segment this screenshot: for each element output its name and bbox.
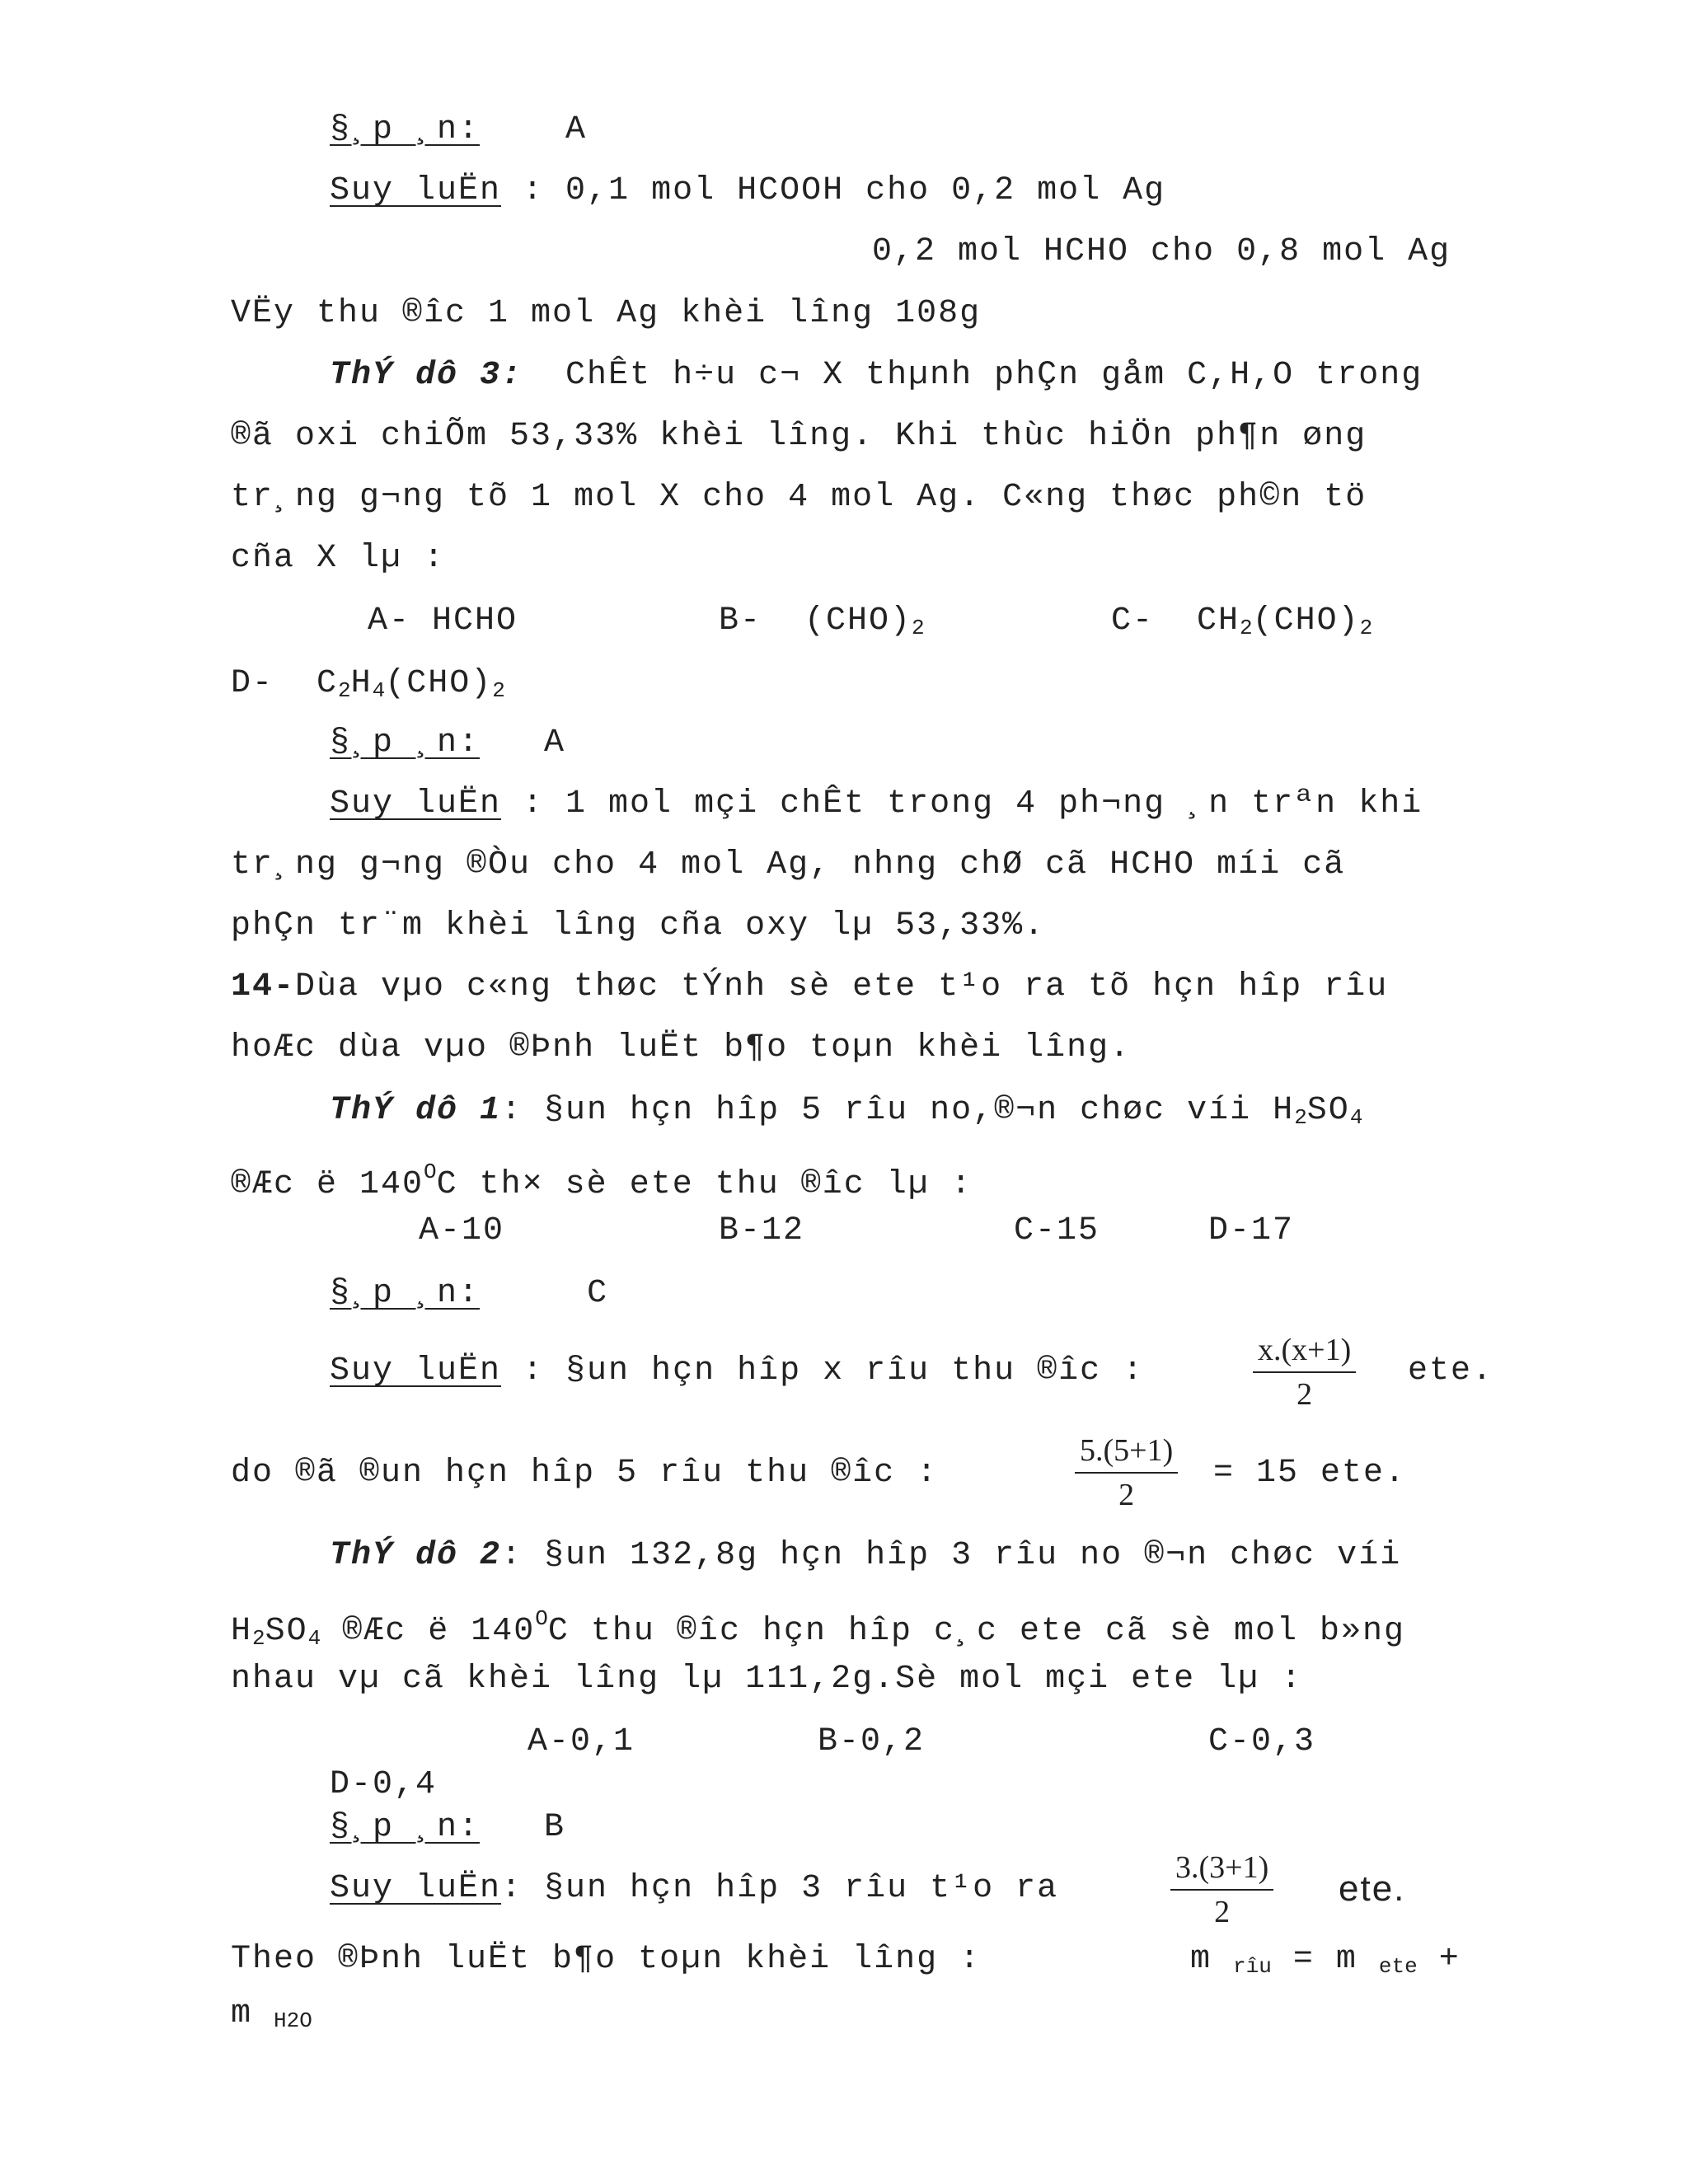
reasoning-continuation: 0,2 mol HCHO cho 0,8 mol Ag xyxy=(872,233,1451,270)
option-c: C-0,3 xyxy=(1208,1723,1316,1760)
mass-equation: m $_{rîu}$ = m $_{ete}$ + xyxy=(1190,1941,1461,1979)
answer-label: §¸p ¸n: xyxy=(330,724,481,762)
text-ete: ete. xyxy=(1408,1352,1494,1390)
answer-value: A xyxy=(565,111,588,148)
paragraph-line: ®Æc ë $140^OC$ th× sè ete thu ®îc lµ : xyxy=(231,1160,973,1203)
paragraph-line: tr¸ng g¬ng tõ 1 mol X cho 4 mol Ag. C«ng thøc ph©n tö xyxy=(231,479,1367,516)
option-b: B-0,2 xyxy=(818,1723,926,1760)
reasoning-line: Suy luËn: §un hçn hîp 3 rîu t¹o ra xyxy=(330,1870,1059,1907)
paragraph-line: ®ã oxi chiÕm 53,33% khèi lîng. Khi thùc hiÖn ph¶n øng xyxy=(231,418,1367,455)
example-2-heading: ThÝ dô 2: §un 132,8g hçn hîp 3 rîu no ®¬n chøc víi xyxy=(330,1537,1402,1574)
option-b: B- $(CHO)_2$ xyxy=(719,602,925,640)
paragraph-line: cña X lµ : xyxy=(231,540,446,577)
text-ete: ete. xyxy=(1339,1868,1406,1909)
paragraph-line: hoÆc dùa vµo ®Þnh luËt b¶o toµn khèi lîng. xyxy=(231,1029,1132,1066)
reasoning-line: Suy luËn : §un hçn hîp x rîu thu ®îc : xyxy=(330,1352,1145,1390)
reasoning-line xyxy=(330,171,1165,211)
option-a: A-10 xyxy=(419,1212,505,1249)
example-text: ChÊt h÷u c¬ X thµnh phÇn gåm C,H,O trong xyxy=(523,357,1423,394)
example-3-heading xyxy=(330,356,1423,396)
answer-label: §¸p ¸n: xyxy=(330,111,481,148)
option-d: D-17 xyxy=(1208,1212,1295,1249)
answer-label: §¸p ¸n: xyxy=(330,1275,481,1312)
paragraph-line: tr¸ng g¬ng ®Òu cho 4 mol Ag, nhng chØ cã HCHO míi cã xyxy=(231,846,1346,883)
section-14-heading: 14-Dùa vµo c«ng thøc tÝnh sè ete t¹o ra tõ hçn hîp rîu xyxy=(231,968,1389,1005)
formula-fraction: $\frac{5.(5+1)}{2}$ xyxy=(1075,1432,1178,1513)
formula-fraction: $\frac{3.(3+1)}{2}$ xyxy=(1170,1849,1273,1930)
paragraph-line: $H_2SO_4$ ®Æc ë $140^OC$ thu ®îc hçn hîp c¸c ete cã sè mol b»ng xyxy=(231,1606,1406,1651)
option-d: D- $C_2H_4(CHO)_2$ xyxy=(231,665,505,703)
example-1-heading: ThÝ dô 1: §un hçn hîp 5 rîu no,®¬n chøc víi $H_2SO_4$ xyxy=(330,1092,1363,1130)
option-b: B-12 xyxy=(719,1212,805,1249)
answer-line-3: §¸p ¸n: C xyxy=(330,1275,609,1312)
option-d: D-0,4 xyxy=(330,1766,438,1803)
reasoning-label: Suy luËn xyxy=(330,1352,502,1390)
reasoning-label: Suy luËn xyxy=(330,172,502,209)
paragraph-line: nhau vµ cã khèi lîng lµ 111,2g.Sè mol mçi ete lµ : xyxy=(231,1661,1303,1698)
option-a: A- HCHO xyxy=(368,602,518,640)
result-text: = 15 ete. xyxy=(1213,1455,1407,1492)
answer-label: §¸p ¸n: xyxy=(330,1809,481,1846)
paragraph-line: Theo ®Þnh luËt b¶o toµn khèi lîng : xyxy=(231,1941,982,1978)
paragraph-line: phÇn tr¨m khèi lîng cña oxy lµ 53,33%. xyxy=(231,907,1046,944)
answer-line-4: §¸p ¸n: B xyxy=(330,1809,566,1846)
formula-fraction: $\frac{x.(x+1)}{2}$ xyxy=(1253,1332,1356,1413)
example-label: ThÝ dô 3: xyxy=(330,357,523,394)
option-c: C- $CH_2(CHO)_2$ xyxy=(1111,602,1373,640)
answer-line-1 xyxy=(330,110,587,150)
answer-line-2: §¸p ¸n: A xyxy=(330,724,566,762)
option-a: A-0,1 xyxy=(528,1723,635,1760)
mass-equation-continued: m $_{H2O}$ xyxy=(231,1995,312,2033)
conclusion-line: VËy thu ®îc 1 mol Ag khèi lîng 108g xyxy=(231,295,982,332)
option-c: C-15 xyxy=(1014,1212,1100,1249)
reasoning-text: : 0,1 mol HCOOH cho 0,2 mol Ag xyxy=(523,172,1166,209)
reasoning-line: Suy luËn : 1 mol mçi chÊt trong 4 ph¬ng ¸n trªn khi xyxy=(330,785,1423,823)
reasoning-label: Suy luËn xyxy=(330,785,502,823)
reasoning-label: Suy luËn xyxy=(330,1870,502,1907)
paragraph-line: do ®ã ®un hçn hîp 5 rîu thu ®îc : xyxy=(231,1455,939,1492)
